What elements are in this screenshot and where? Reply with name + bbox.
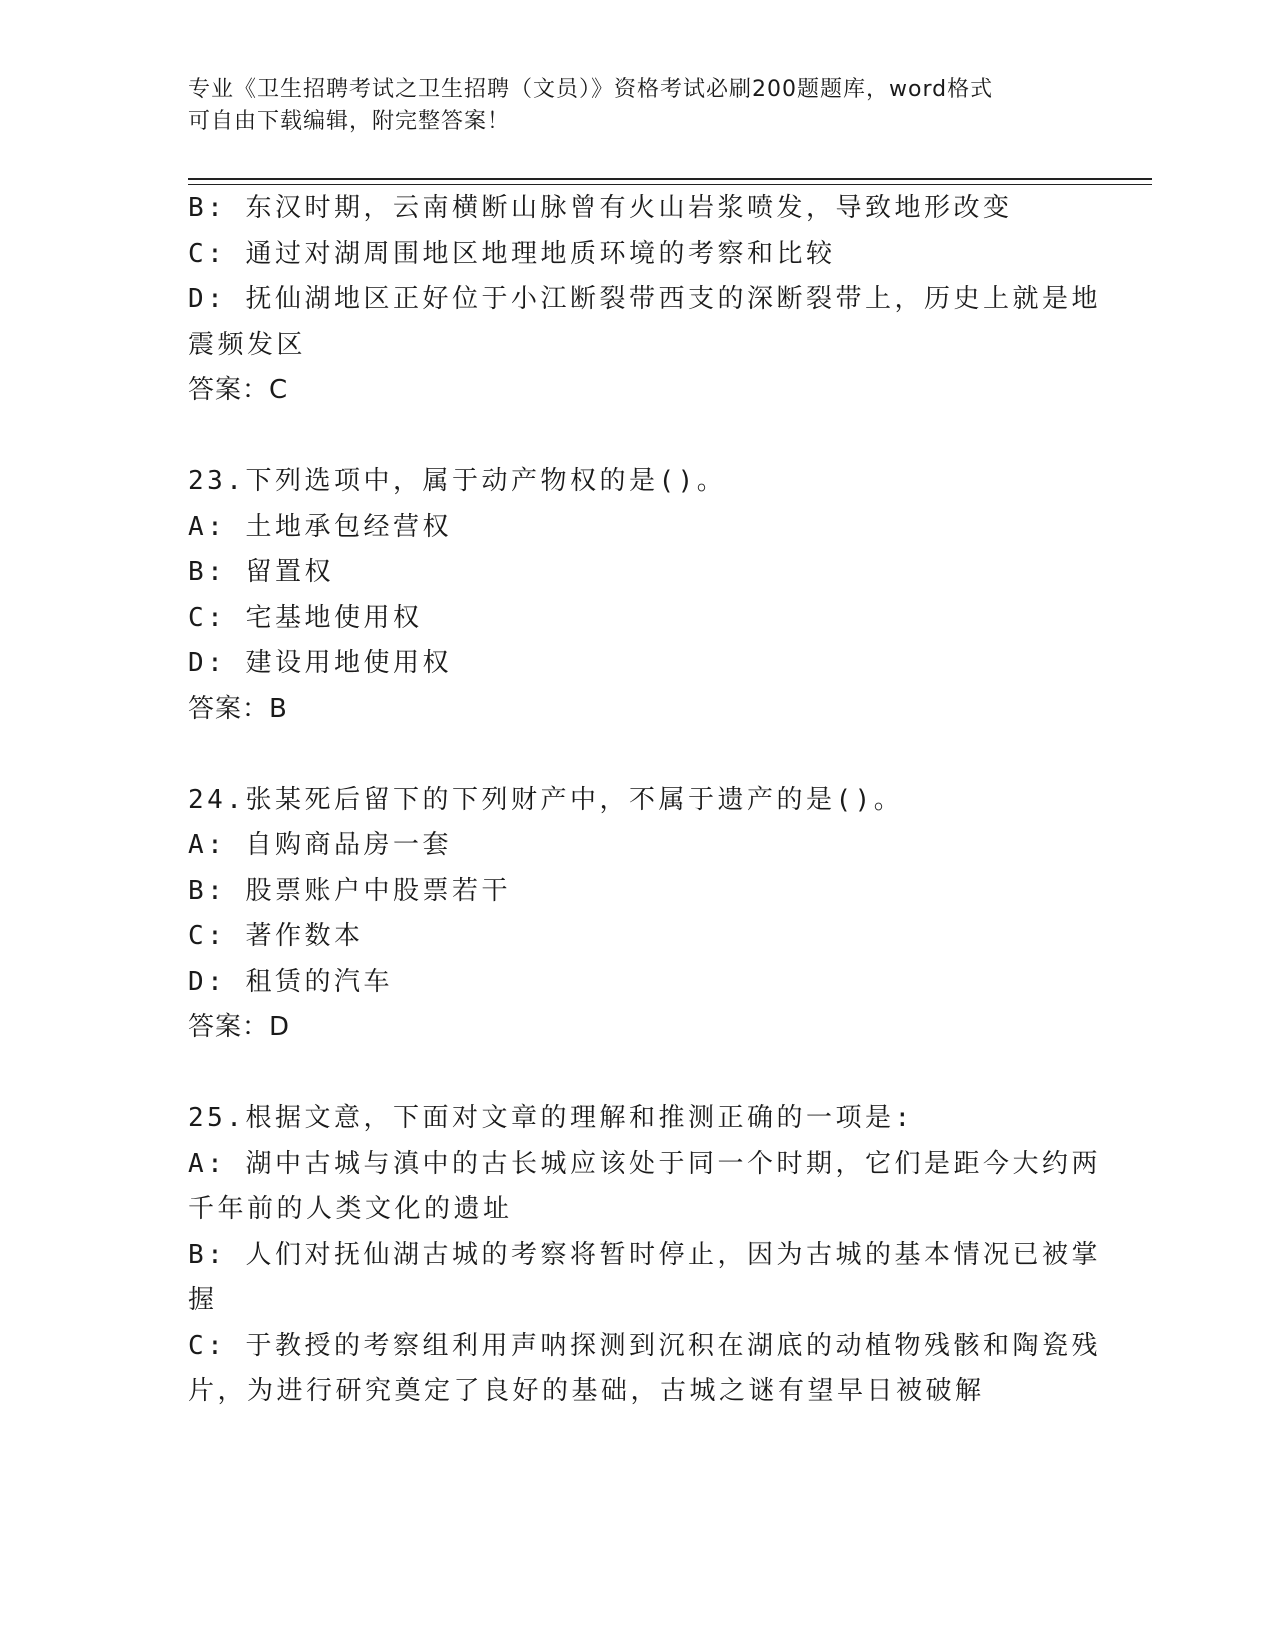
option-line: B: 股票账户中股票若干: [188, 875, 511, 906]
header-rule-thin: [188, 184, 1152, 185]
option-line: B: 东汉时期，云南横断山脉曾有火山岩浆喷发，导致地形改变: [188, 193, 1013, 223]
option-line: D: 建设用地使用权: [188, 648, 452, 678]
block-gap: [188, 414, 1068, 460]
option-line: A: 土地承包经营权: [188, 511, 452, 542]
option-line: 握: [188, 1285, 218, 1315]
option-line: C: 宅基地使用权: [188, 602, 423, 633]
block-gap: [188, 732, 1068, 778]
header-line-1: 专业《卫生招聘考试之卫生招聘（文员）》资格考试必刷200题题库，word格式: [188, 77, 994, 102]
question-block-22: [188, 186, 1101, 414]
question-stem: 24.张某死后留下的下列财产中，不属于遗产的是()。: [188, 784, 904, 815]
option-line: 震频发区: [188, 329, 307, 360]
option-line: C: 于教授的考察组利用声呐探测到沉积在湖底的动植物残骸和陶瓷残: [188, 1330, 1101, 1361]
question-stem: 23.下列选项中，属于动产物权的是()。: [188, 466, 727, 496]
option-line: B: 留置权: [188, 557, 334, 587]
block-gap: [188, 1051, 1068, 1097]
option-line: 片，为进行研究奠定了良好的基础，古城之谜有望早日被破解: [188, 1376, 985, 1406]
option-line: B: 人们对抚仙湖古城的考察将暂时停止，因为古城的基本情况已被掌: [188, 1239, 1101, 1270]
question-block-25: [188, 1096, 1101, 1415]
question-block-24: [188, 778, 1068, 1051]
header-rule-thick: [188, 178, 1152, 180]
document-header: [188, 74, 1068, 138]
header-line-2: 可自由下载编辑，附完整答案！: [188, 109, 511, 134]
option-line: A: 自购商品房一套: [188, 830, 452, 860]
answer-line: 答案：D: [188, 1012, 291, 1042]
option-line: D: 租赁的汽车: [188, 966, 393, 997]
option-line: A: 湖中古城与滇中的古长城应该处于同一个时期，它们是距今大约两: [188, 1148, 1101, 1179]
question-content: [188, 186, 1101, 1415]
question-block-23: [188, 459, 1068, 732]
question-stem: 25.根据文意，下面对文章的理解和推测正确的一项是:: [188, 1103, 914, 1133]
option-line: C: 著作数本: [188, 921, 364, 951]
option-line: C: 通过对湖周围地区地理地质环境的考察和比较: [188, 238, 836, 269]
answer-line: 答案：C: [188, 375, 289, 405]
option-line: D: 抚仙湖地区正好位于小江断裂带西支的深断裂带上，历史上就是地: [188, 284, 1101, 314]
answer-line: 答案：B: [188, 693, 288, 724]
option-line: 千年前的人类文化的遗址: [188, 1194, 513, 1224]
